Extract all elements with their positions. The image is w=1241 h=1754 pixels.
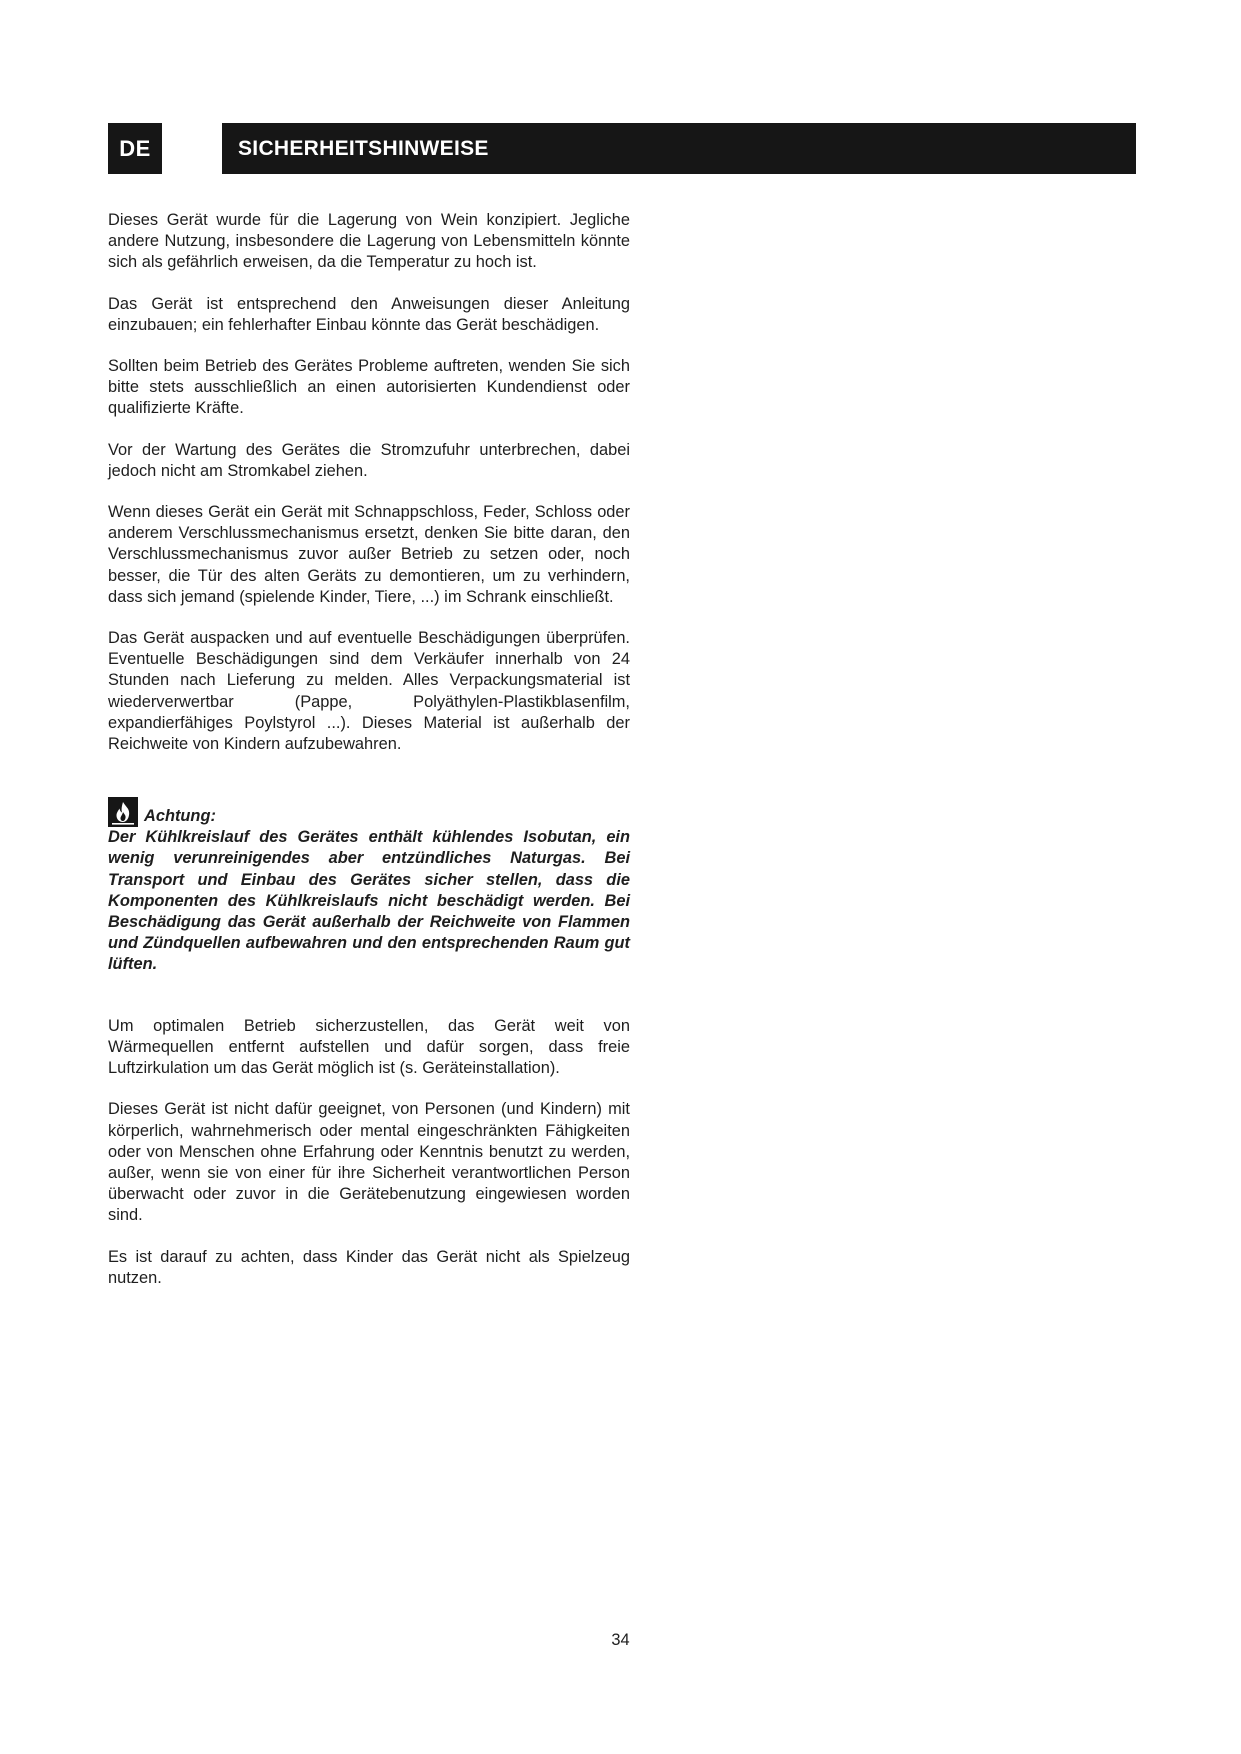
section-title: SICHERHEITSHINWEISE	[222, 123, 1136, 174]
paragraph-restricted-persons: Dieses Gerät ist nicht dafür geeignet, von Personen (und Kindern) mit körperlich, wahrnehmerisch oder mental eingeschränkten Fähigkeiten oder von Menschen ohne Erfahrung oder Kenntnis benutzt zu werden, außer, wenn sie von einer für ihre Sicherheit verantwortlichen Person überwacht oder zuvor in die Gerätebenutzung eingewiesen worden sind.	[108, 1100, 630, 1225]
warning-text: Der Kühlkreislauf des Gerätes enthält kühlendes Isobutan, ein wenig verunreinigendes aber entzündliches Naturgas. Bei Transport und Einbau des Gerätes sicher stellen, dass die Komponenten des Kühlkreislaufs nicht beschädigt werden. Bei Beschädigung das Gerät außerhalb der Reichweite von Flammen und Zündquellen aufbewahren und den entsprechenden Raum gut lüften.	[108, 828, 630, 974]
paragraph-lock-mechanism: Wenn dieses Gerät ein Gerät mit Schnappschloss, Feder, Schloss oder anderem Verschlussmechanismus ersetzt, denken Sie bitte daran, den Verschlussmechanismus zuvor außer Betrieb zu setzen oder, noch besser, die Tür des alten Geräts zu demontieren, um zu verhindern, dass sich jemand (spielende Kinder, Tiere, ...) im Schrank einschließt.	[108, 503, 630, 606]
paragraph-ventilation: Um optimalen Betrieb sicherzustellen, das Gerät weit von Wärmequellen entfernt aufstellen und dafür sorgen, dass freie Luftzirkulation um das Gerät möglich ist (s. Geräteinstallation).	[108, 1016, 630, 1078]
page-number: 34	[611, 1631, 630, 1649]
flame-icon	[108, 797, 138, 827]
warning-title: Achtung:	[144, 807, 216, 826]
paragraph-maintenance: Vor der Wartung des Gerätes die Stromzufuhr unterbrechen, dabei jedoch nicht am Stromkabel ziehen.	[108, 440, 630, 480]
main-content	[108, 210, 630, 1309]
paragraph-service: Sollten beim Betrieb des Gerätes Probleme auftreten, wenden Sie sich bitte stets ausschließlich an einen autorisierten Kundendienst oder qualifizierte Kräfte.	[108, 357, 630, 418]
language-tab: DE	[108, 123, 162, 174]
paragraph-wine-storage: Dieses Gerät wurde für die Lagerung von Wein konzipiert. Jegliche andere Nutzung, insbesondere die Lagerung von Lebensmitteln könnte sich als gefährlich erweisen, da die Temperatur zu hoch ist.	[108, 211, 630, 272]
paragraph-children: Es ist darauf zu achten, dass Kinder das Gerät nicht als Spielzeug nutzen.	[108, 1247, 630, 1287]
paragraph-installation: Das Gerät ist entsprechend den Anweisungen dieser Anleitung einzubauen; ein fehlerhafter Einbau könnte das Gerät beschädigen.	[108, 294, 630, 334]
warning-block	[108, 793, 630, 975]
warning-header	[108, 793, 630, 827]
paragraph-unpacking: Das Gerät auspacken und auf eventuelle Beschädigungen überprüfen. Eventuelle Beschädigungen sind dem Verkäufer innerhalb von 24 Stunden nach Lieferung zu melden. Alles Verpackungsmaterial ist wiederverwertbar (Pappe, Polyäthylen-Plastikblasenfilm, expandierfähiges Poylstyrol ...). Dieses Material ist außerhalb der Reichweite von Kindern aufzubewahren.	[108, 629, 630, 754]
